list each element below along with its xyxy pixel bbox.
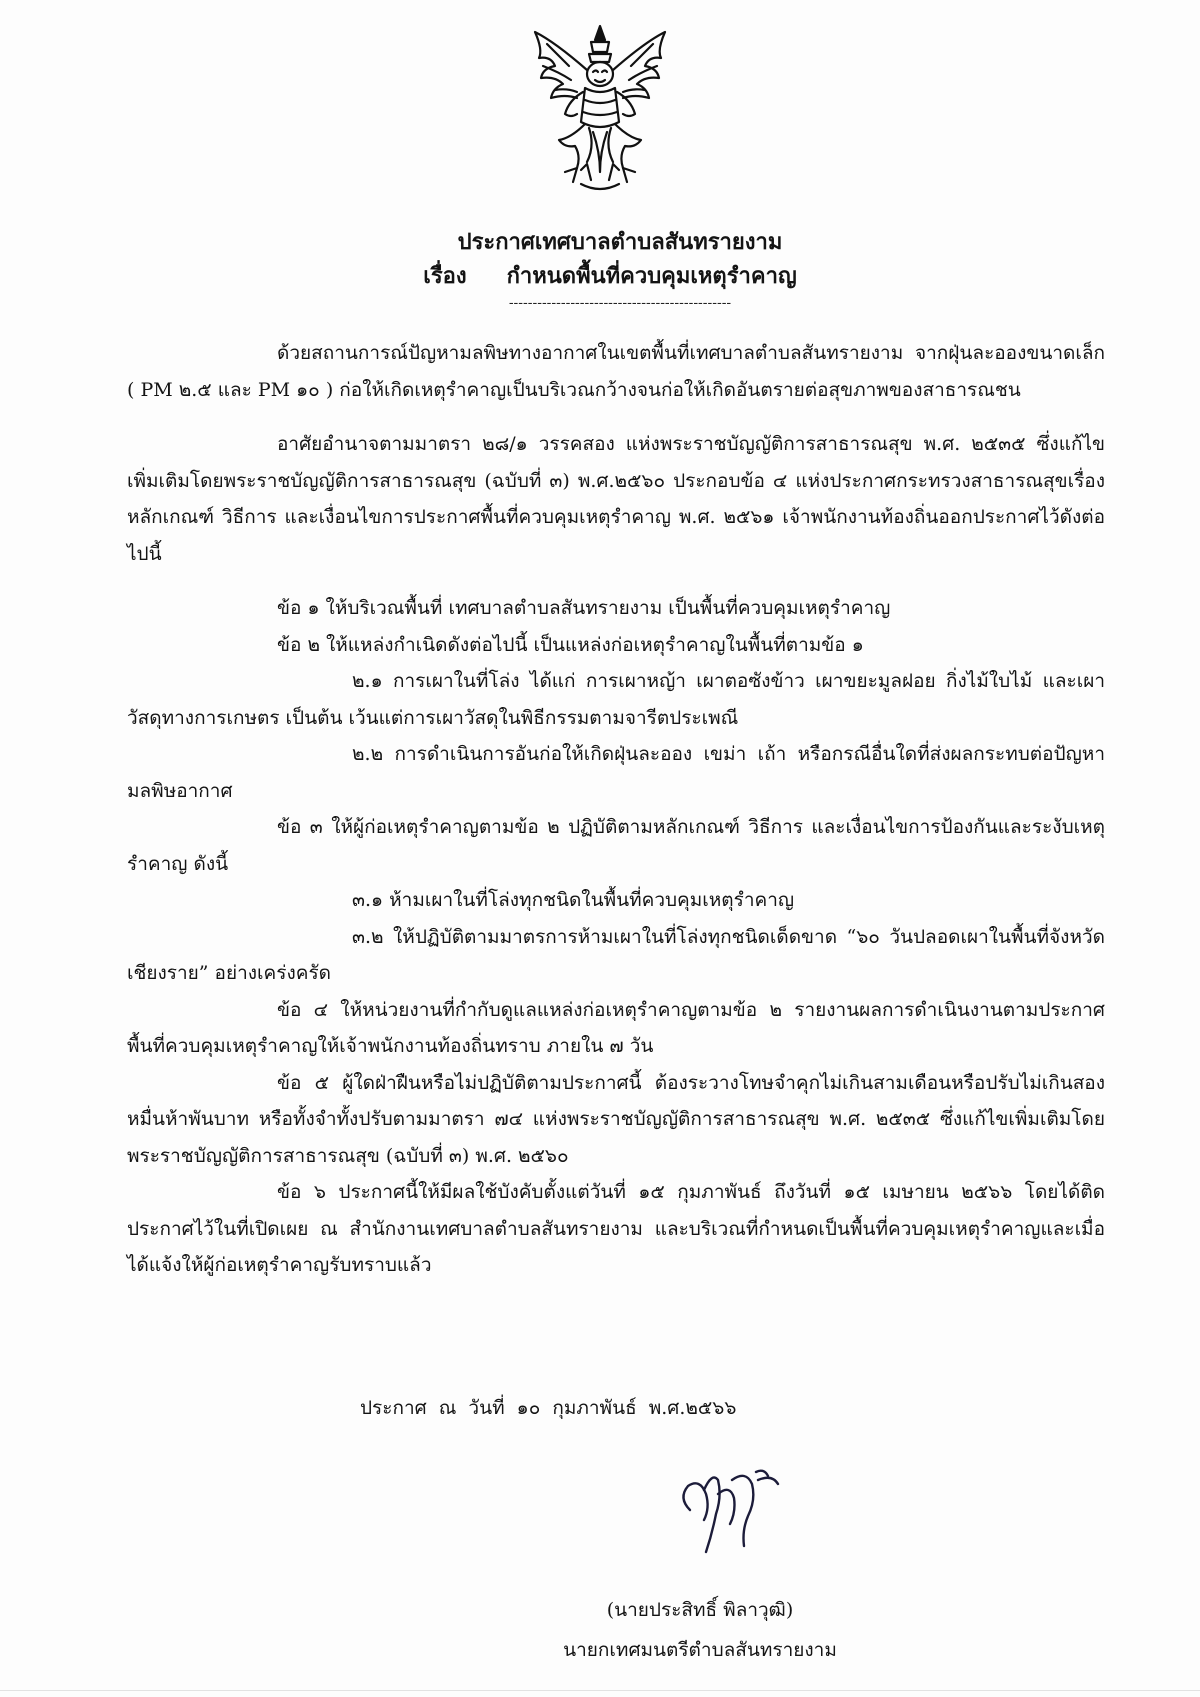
clause-3-1: ๓.๑ ห้ามเผาในที่โล่งทุกชนิดในพื้นที่ควบคุมเหตุรำคาญ <box>352 889 795 911</box>
clause-5: ข้อ ๕ ผู้ใดฝ่าฝืนหรือไม่ปฏิบัติตามประกาศนี้ ต้องระวางโทษจำคุกไม่เกินสามเดือนหรือปรับไม่เกินสองหมื่นห้าพันบาท หรือทั้งจำทั้งปรับตามมาตรา ๗๔ แห่งพระราชบัญญัติการสาธารณสุข พ.ศ. ๒๕๓๕ ซึ่งแก้ไขเพิ่มเติมโดยพระราชบัญญัติการสาธารณสุข (ฉบับที่ ๓) พ.ศ. ๒๕๖๐ <box>127 1071 1105 1167</box>
clause-1: ข้อ ๑ ให้บริเวณพื้นที่ เทศบาลตำบลสันทรายงาม เป็นพื้นที่ควบคุมเหตุรำคาญ <box>277 597 891 619</box>
signer-title: นายกเทศมนตรีตำบลสันทรายงาม <box>563 1639 837 1661</box>
clause-4: ข้อ ๔ ให้หน่วยงานที่กำกับดูแลแหล่งก่อเหตุรำคาญตามข้อ ๒ รายงานผลการดำเนินงานตามประกาศพื้นที่ควบคุมเหตุรำคาญให้เจ้าพนักงานท้องถิ่นทราบ ภายใน ๗ วัน <box>127 998 1105 1057</box>
clause-2-2: ๒.๒ การดำเนินการอันก่อให้เกิดฝุ่นละออง เขม่า เถ้า หรือกรณีอื่นใดที่ส่งผลกระทบต่อปัญหามลพิษอากาศ <box>127 743 1105 802</box>
paragraph-situation: ด้วยสถานการณ์ปัญหามลพิษทางอากาศในเขตพื้นที่เทศบาลตำบลสันทรายงาม จากฝุ่นละอองขนาดเล็ก ( PM ๒.๕ และ PM ๑๐ ) ก่อให้เกิดเหตุรำคาญเป็นบริเวณกว้างจนก่อให้เกิดอันตรายต่อสุขภาพของสาธารณชน <box>127 342 1105 401</box>
clause-3-2: ๓.๒ ให้ปฏิบัติตามมาตรการห้ามเผาในที่โล่งทุกชนิดเด็ดขาด “๖๐ วันปลอดเผาในพื้นที่จังหวัดเชียงราย” อย่างเคร่งครัด <box>127 925 1105 984</box>
clause-3: ข้อ ๓ ให้ผู้ก่อเหตุรำคาญตามข้อ ๒ ปฏิบัติตามหลักเกณฑ์ วิธีการ และเงื่อนไขการป้องกันและระงับเหตุรำคาญ ดังนี้ <box>127 816 1105 875</box>
clause-2-1: ๒.๑ การเผาในที่โล่ง ได้แก่ การเผาหญ้า เผาตอซังข้าว เผาขยะมูลฝอย กิ่งไม้ใบไม้ และเผาวัสดุทางการเกษตร เป็นต้น เว้นแต่การเผาวัสดุในพิธีกรรมตามจารีตประเพณี <box>127 670 1105 729</box>
garuda-emblem-icon <box>525 22 675 200</box>
paragraph-authority: อาศัยอำนาจตามมาตรา ๒๘/๑ วรรคสอง แห่งพระราชบัญญัติการสาธารณสุข พ.ศ. ๒๕๓๕ ซึ่งแก้ไขเพิ่มเติมโดยพระราชบัญญัติการสาธารณสุข (ฉบับที่ ๓) พ.ศ.๒๕๖๐ ประกอบข้อ ๔ แห่งประกาศกระทรวงสาธารณสุขเรื่อง หลักเกณฑ์ วิธีการ และเงื่อนไขการประกาศพื้นที่ควบคุมเหตุรำคาญ พ.ศ. ๒๕๖๑ เจ้าพนักงานท้องถิ่นออกประกาศไว้ดังต่อไปนี้ <box>127 433 1105 565</box>
handwritten-signature <box>660 1450 800 1560</box>
document-body <box>127 335 1105 1284</box>
title-divider: ----------------------------------------------- <box>508 295 732 311</box>
signer-name: (นายประสิทธิ์ พิลาวุฒิ) <box>606 1599 794 1621</box>
subject-text: กำหนดพื้นที่ควบคุมเหตุรำคาญ <box>506 263 797 289</box>
subject-label: เรื่อง <box>423 263 467 289</box>
clause-2: ข้อ ๒ ให้แหล่งกำเนิดดังต่อไปนี้ เป็นแหล่งก่อเหตุรำคาญในพื้นที่ตามข้อ ๑ <box>277 633 864 656</box>
document-title: ประกาศเทศบาลตำบลสันทรายงาม <box>457 229 783 255</box>
scan-edge-line <box>0 1690 1200 1691</box>
announcement-date: ประกาศ ณ วันที่ ๑๐ กุมภาพันธ์ พ.ศ.๒๕๖๖ <box>360 1397 737 1419</box>
clause-6: ข้อ ๖ ประกาศนี้ให้มีผลใช้บังคับตั้งแต่วันที่ ๑๕ กุมภาพันธ์ ถึงวันที่ ๑๕ เมษายน ๒๕๖๖ โดยได้ติดประกาศไว้ในที่เปิดเผย ณ สำนักงานเทศบาลตำบลสันทรายงาม และบริเวณที่กำหนดเป็นพื้นที่ควบคุมเหตุรำคาญและเมื่อได้แจ้งให้ผู้ก่อเหตุรำคาญรับทราบแล้ว <box>127 1181 1105 1276</box>
document-header <box>0 225 1200 313</box>
document-subject-line <box>20 259 1200 293</box>
